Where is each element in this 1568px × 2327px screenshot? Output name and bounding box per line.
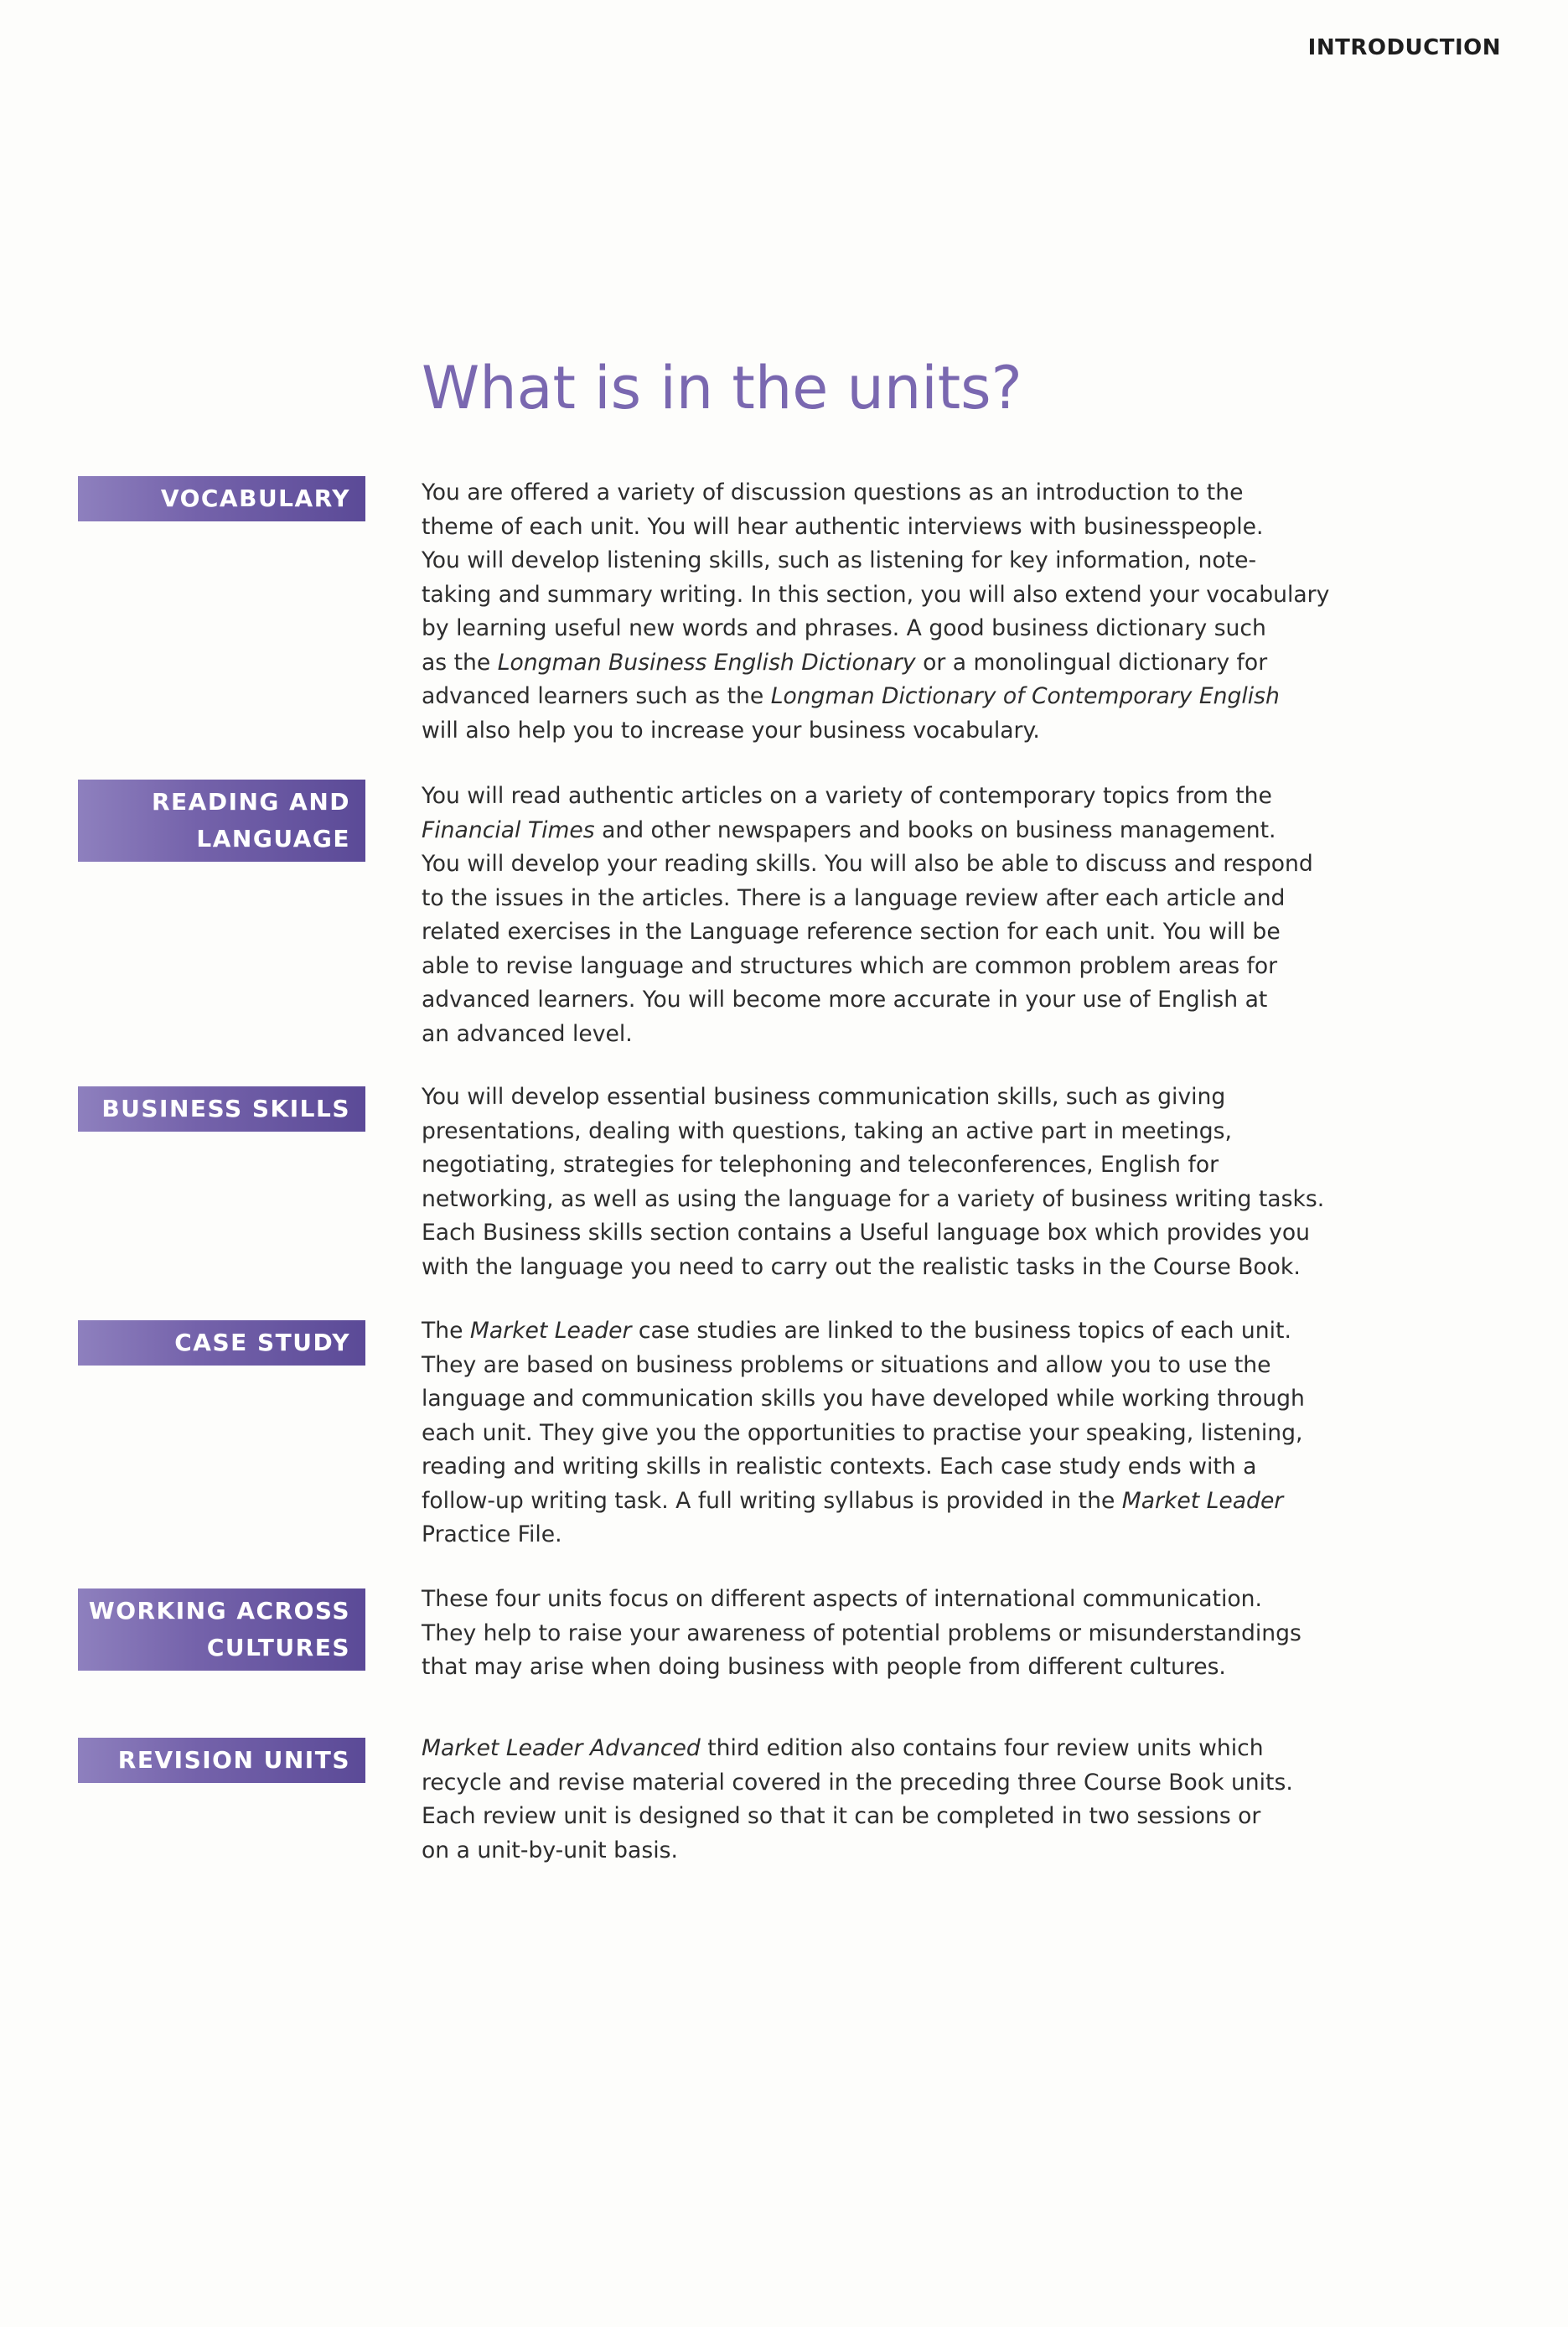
section-text-vocabulary: [422, 476, 1364, 748]
text-line: recycle and revise material covered in the preceding three Course Book units.: [422, 1769, 1293, 1796]
text-line: They are based on business problems or situations and allow you to use the: [422, 1351, 1271, 1378]
text-line: presentations, dealing with questions, taking an active part in meetings,: [422, 1117, 1232, 1144]
text-line: follow-up writing task. A full writing syllabus is provided in the Market Leader: [422, 1487, 1284, 1514]
text-line: an advanced level.: [422, 1020, 633, 1047]
text-line: able to revise language and structures which are common problem areas for: [422, 952, 1278, 979]
text-line: Financial Times and other newspapers and books on business management.: [422, 816, 1276, 843]
text-line: Market Leader Advanced third edition also contains four review units which: [422, 1735, 1264, 1761]
text-line: on a unit-by-unit basis.: [422, 1837, 678, 1863]
text-line: with the language you need to carry out the realistic tasks in the Course Book.: [422, 1253, 1301, 1280]
text-line: You will read authentic articles on a variety of contemporary topics from the: [422, 783, 1272, 809]
section-label-revision-units: REVISION UNITS: [78, 1738, 365, 1783]
page-title: What is in the units?: [422, 354, 1022, 422]
text-line: Practice File.: [422, 1521, 562, 1547]
section-text-case-study: [422, 1314, 1364, 1552]
text-line: negotiating, strategies for telephoning and teleconferences, English for: [422, 1152, 1219, 1178]
text-line: These four units focus on different aspects of international communication.: [422, 1586, 1262, 1612]
text-line: advanced learners. You will become more accurate in your use of English at: [422, 987, 1268, 1013]
section-text-business-skills: [422, 1081, 1364, 1284]
section-label-reading-and-language: READING AND LANGUAGE: [78, 780, 365, 862]
section-text-reading-and-language: [422, 780, 1364, 1051]
running-head: INTRODUCTION: [1307, 35, 1501, 60]
text-line: advanced learners such as the Longman Dictionary of Contemporary English: [422, 683, 1280, 709]
text-line: language and communication skills you have developed while working through: [422, 1386, 1305, 1412]
text-line: The Market Leader case studies are linked to the business topics of each unit.: [422, 1318, 1291, 1344]
section-text-revision-units: [422, 1732, 1364, 1868]
text-line: You will develop listening skills, such as listening for key information, note-: [422, 547, 1257, 573]
text-line: You will develop essential business communication skills, such as giving: [422, 1084, 1226, 1110]
text-line: You are offered a variety of discussion questions as an introduction to the: [422, 479, 1244, 505]
section-label-business-skills: BUSINESS SKILLS: [78, 1086, 365, 1132]
text-line: They help to raise your awareness of potential problems or misunderstandings: [422, 1620, 1301, 1646]
section-label-working-across-cultures: WORKING ACROSS CULTURES: [78, 1588, 365, 1671]
text-line: by learning useful new words and phrases. A good business dictionary such: [422, 615, 1266, 641]
text-line: Each review unit is designed so that it can be completed in two sessions or: [422, 1803, 1261, 1829]
text-line: to the issues in the articles. There is a language review after each article and: [422, 884, 1286, 911]
text-line: Each Business skills section contains a Useful language box which provides you: [422, 1220, 1310, 1246]
section-label-vocabulary: VOCABULARY: [78, 476, 365, 521]
text-line: related exercises in the Language reference section for each unit. You will be: [422, 919, 1281, 945]
text-line: reading and writing skills in realistic contexts. Each case study ends with a: [422, 1454, 1257, 1480]
section-label-case-study: CASE STUDY: [78, 1320, 365, 1366]
text-line: You will develop your reading skills. You will also be able to discuss and respond: [422, 851, 1313, 877]
text-line: networking, as well as using the language for a variety of business writing tasks.: [422, 1185, 1325, 1212]
text-line: taking and summary writing. In this section, you will also extend your vocabulary: [422, 581, 1330, 608]
text-line: that may arise when doing business with people from different cultures.: [422, 1654, 1226, 1680]
text-line: as the Longman Business English Dictionary or a monolingual dictionary for: [422, 649, 1268, 676]
text-line: will also help you to increase your business vocabulary.: [422, 717, 1040, 744]
section-text-working-across-cultures: [422, 1583, 1364, 1685]
text-line: theme of each unit. You will hear authentic interviews with businesspeople.: [422, 513, 1264, 540]
text-line: each unit. They give you the opportunities to practise your speaking, listening,: [422, 1419, 1303, 1446]
